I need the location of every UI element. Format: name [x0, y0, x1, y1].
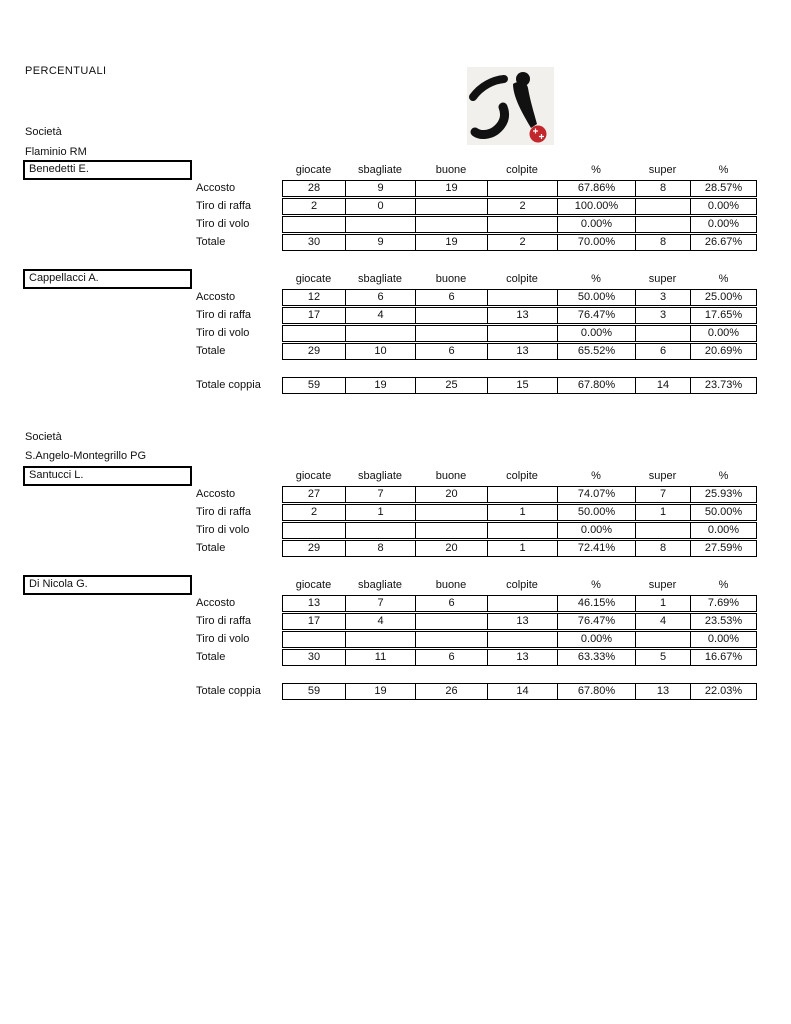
- cell-buone: 25: [415, 377, 487, 394]
- column-header-colpite: colpite: [506, 470, 538, 482]
- cell-super-percent: 25.93%: [690, 486, 757, 503]
- cell-super-percent: 7.69%: [690, 595, 757, 612]
- column-header-buone: buone: [435, 579, 467, 591]
- cell-percent: 67.80%: [557, 683, 635, 700]
- cell-buone: [415, 307, 487, 324]
- row-label: Tiro di raffa: [196, 615, 252, 627]
- cell-super: [635, 522, 690, 539]
- column-header-super-percent: %: [718, 579, 729, 591]
- row-label: Accosto: [196, 182, 236, 194]
- totale-coppia-block: [196, 683, 757, 701]
- table-header-row: [282, 271, 757, 288]
- cell-buone: 6: [415, 595, 487, 612]
- column-header-percent: %: [591, 470, 601, 482]
- stats-table: [196, 271, 757, 361]
- cell-sbagliate: [345, 216, 415, 233]
- cell-giocate: 12: [282, 289, 345, 306]
- player-block-cappellacci: [0, 269, 791, 361]
- table-header-row: [282, 577, 757, 594]
- player-name-box: Benedetti E.: [23, 160, 192, 180]
- column-header-super: super: [648, 579, 677, 591]
- cell-super: 4: [635, 613, 690, 630]
- column-header-giocate: giocate: [295, 164, 332, 176]
- table-row-tiro-di-volo: [196, 216, 757, 233]
- column-header-sbagliate: sbagliate: [357, 579, 403, 591]
- cell-colpite: [487, 325, 557, 342]
- cell-percent: 0.00%: [557, 522, 635, 539]
- column-header-super: super: [648, 164, 677, 176]
- cell-super: [635, 325, 690, 342]
- cell-colpite: 13: [487, 613, 557, 630]
- column-header-giocate: giocate: [295, 470, 332, 482]
- column-header-giocate: giocate: [295, 579, 332, 591]
- cell-buone: 20: [415, 540, 487, 557]
- cell-super: 8: [635, 234, 690, 251]
- row-label: Tiro di volo: [196, 218, 250, 230]
- cell-super-percent: 0.00%: [690, 631, 757, 648]
- cell-super: 13: [635, 683, 690, 700]
- cell-giocate: 59: [282, 377, 345, 394]
- cell-buone: 26: [415, 683, 487, 700]
- player-name-box: Santucci L.: [23, 466, 192, 486]
- table-row-tiro-di-raffa: [196, 198, 757, 215]
- cell-colpite: 13: [487, 343, 557, 360]
- cell-percent: 67.80%: [557, 377, 635, 394]
- column-header-percent: %: [591, 579, 601, 591]
- cell-super: 1: [635, 504, 690, 521]
- table-row-totale: [196, 234, 757, 251]
- cell-colpite: [487, 595, 557, 612]
- cell-sbagliate: 4: [345, 613, 415, 630]
- cell-colpite: 13: [487, 649, 557, 666]
- stats-table: [196, 577, 757, 667]
- cell-sbagliate: 11: [345, 649, 415, 666]
- cell-super-percent: 0.00%: [690, 216, 757, 233]
- cell-percent: 65.52%: [557, 343, 635, 360]
- cell-buone: [415, 631, 487, 648]
- cell-super-percent: 16.67%: [690, 649, 757, 666]
- player-name-box: Di Nicola G.: [23, 575, 192, 595]
- cell-super: 8: [635, 180, 690, 197]
- cell-giocate: 29: [282, 540, 345, 557]
- cell-colpite: [487, 486, 557, 503]
- cell-super-percent: 25.00%: [690, 289, 757, 306]
- cell-colpite: [487, 289, 557, 306]
- table-row-tiro-di-volo: [196, 325, 757, 342]
- cell-percent: 46.15%: [557, 595, 635, 612]
- cell-buone: [415, 325, 487, 342]
- row-label: Tiro di volo: [196, 633, 250, 645]
- column-header-super-percent: %: [718, 470, 729, 482]
- player-name-box: Cappellacci A.: [23, 269, 192, 289]
- table-row-accosto: [196, 486, 757, 503]
- cell-giocate: [282, 631, 345, 648]
- cell-sbagliate: 7: [345, 595, 415, 612]
- table-row-tiro-di-raffa: [196, 307, 757, 324]
- cell-percent: 0.00%: [557, 631, 635, 648]
- cell-super-percent: 26.67%: [690, 234, 757, 251]
- cell-buone: 19: [415, 234, 487, 251]
- table-row-tiro-di-volo: [196, 522, 757, 539]
- player-block-di-nicola: [0, 575, 791, 667]
- cell-buone: [415, 216, 487, 233]
- societa-label: Società: [25, 126, 62, 138]
- column-header-buone: buone: [435, 273, 467, 285]
- table-row-tiro-di-raffa: [196, 504, 757, 521]
- row-label: Tiro di volo: [196, 327, 250, 339]
- cell-buone: [415, 613, 487, 630]
- cell-super: [635, 216, 690, 233]
- column-header-super-percent: %: [718, 164, 729, 176]
- row-label: Totale: [196, 651, 226, 663]
- cell-colpite: [487, 522, 557, 539]
- cell-giocate: 13: [282, 595, 345, 612]
- cell-colpite: 2: [487, 234, 557, 251]
- table-header-row: [282, 468, 757, 485]
- cell-super: 1: [635, 595, 690, 612]
- row-label: Tiro di raffa: [196, 200, 252, 212]
- column-header-sbagliate: sbagliate: [357, 164, 403, 176]
- row-label: Tiro di volo: [196, 524, 250, 536]
- cell-giocate: 29: [282, 343, 345, 360]
- cell-super-percent: 0.00%: [690, 325, 757, 342]
- cell-colpite: 14: [487, 683, 557, 700]
- totale-coppia-row: [196, 683, 757, 700]
- cell-sbagliate: [345, 631, 415, 648]
- column-header-buone: buone: [435, 470, 467, 482]
- cell-super: 5: [635, 649, 690, 666]
- cell-super: 6: [635, 343, 690, 360]
- cell-percent: 74.07%: [557, 486, 635, 503]
- cell-super: 3: [635, 307, 690, 324]
- column-header-super-percent: %: [718, 273, 729, 285]
- player-block-benedetti: [0, 160, 791, 252]
- cell-giocate: 17: [282, 307, 345, 324]
- cell-buone: 6: [415, 289, 487, 306]
- column-header-super: super: [648, 470, 677, 482]
- table-row-accosto: [196, 180, 757, 197]
- cell-super-percent: 27.59%: [690, 540, 757, 557]
- column-header-percent: %: [591, 164, 601, 176]
- row-label: Accosto: [196, 488, 236, 500]
- cell-colpite: [487, 216, 557, 233]
- cell-buone: 20: [415, 486, 487, 503]
- cell-colpite: 13: [487, 307, 557, 324]
- red-bocce-ball: [530, 126, 547, 143]
- cell-super-percent: 28.57%: [690, 180, 757, 197]
- column-header-sbagliate: sbagliate: [357, 273, 403, 285]
- cell-percent: 0.00%: [557, 325, 635, 342]
- cell-sbagliate: 8: [345, 540, 415, 557]
- cell-buone: [415, 198, 487, 215]
- cell-percent: 76.47%: [557, 307, 635, 324]
- stats-table: [196, 162, 757, 252]
- cell-sbagliate: 7: [345, 486, 415, 503]
- cell-colpite: [487, 631, 557, 648]
- row-label: Totale: [196, 542, 226, 554]
- cell-sbagliate: [345, 325, 415, 342]
- row-label: Accosto: [196, 291, 236, 303]
- cell-super: 3: [635, 289, 690, 306]
- cell-colpite: 1: [487, 504, 557, 521]
- cell-super-percent: 20.69%: [690, 343, 757, 360]
- cell-sbagliate: 9: [345, 234, 415, 251]
- totale-coppia-block: [196, 377, 757, 395]
- column-header-percent: %: [591, 273, 601, 285]
- cell-super: [635, 631, 690, 648]
- player-block-santucci: [0, 466, 791, 558]
- cell-percent: 50.00%: [557, 289, 635, 306]
- cell-percent: 50.00%: [557, 504, 635, 521]
- cell-giocate: 27: [282, 486, 345, 503]
- cell-giocate: 2: [282, 198, 345, 215]
- cell-super-percent: 23.53%: [690, 613, 757, 630]
- cell-sbagliate: 19: [345, 683, 415, 700]
- cell-super: 8: [635, 540, 690, 557]
- cell-giocate: [282, 522, 345, 539]
- cell-colpite: 15: [487, 377, 557, 394]
- column-header-colpite: colpite: [506, 164, 538, 176]
- cell-percent: 70.00%: [557, 234, 635, 251]
- cell-percent: 76.47%: [557, 613, 635, 630]
- cell-super-percent: 0.00%: [690, 522, 757, 539]
- column-header-colpite: colpite: [506, 273, 538, 285]
- cell-buone: 6: [415, 649, 487, 666]
- cell-super-percent: 17.65%: [690, 307, 757, 324]
- cell-sbagliate: [345, 522, 415, 539]
- cell-colpite: 2: [487, 198, 557, 215]
- column-header-buone: buone: [435, 164, 467, 176]
- societa-label: Società: [25, 431, 62, 443]
- page-title: PERCENTUALI: [25, 65, 107, 77]
- totale-coppia-row: [196, 377, 757, 394]
- cell-super: 7: [635, 486, 690, 503]
- column-header-sbagliate: sbagliate: [357, 470, 403, 482]
- cell-super: 14: [635, 377, 690, 394]
- cell-buone: [415, 504, 487, 521]
- stats-table: [196, 468, 757, 558]
- cell-percent: 72.41%: [557, 540, 635, 557]
- table-header-row: [282, 162, 757, 179]
- cell-giocate: [282, 216, 345, 233]
- cell-super: [635, 198, 690, 215]
- cell-sbagliate: 4: [345, 307, 415, 324]
- cell-giocate: 30: [282, 649, 345, 666]
- table-row-totale: [196, 649, 757, 666]
- cell-sbagliate: 9: [345, 180, 415, 197]
- cell-sbagliate: 10: [345, 343, 415, 360]
- column-header-colpite: colpite: [506, 579, 538, 591]
- cell-giocate: [282, 325, 345, 342]
- cell-giocate: 59: [282, 683, 345, 700]
- cell-sbagliate: 19: [345, 377, 415, 394]
- cell-sbagliate: 6: [345, 289, 415, 306]
- cell-buone: 6: [415, 343, 487, 360]
- table-row-accosto: [196, 289, 757, 306]
- row-label: Totale: [196, 345, 226, 357]
- cell-buone: 19: [415, 180, 487, 197]
- cell-sbagliate: 0: [345, 198, 415, 215]
- row-label: Accosto: [196, 597, 236, 609]
- cell-super-percent: 23.73%: [690, 377, 757, 394]
- cell-percent: 67.86%: [557, 180, 635, 197]
- row-label: Totale coppia: [196, 379, 261, 391]
- cell-colpite: [487, 180, 557, 197]
- societa-name: S.Angelo-Montegrillo PG: [25, 450, 147, 462]
- table-row-tiro-di-raffa: [196, 613, 757, 630]
- row-label: Totale: [196, 236, 226, 248]
- column-header-giocate: giocate: [295, 273, 332, 285]
- table-row-tiro-di-volo: [196, 631, 757, 648]
- cell-giocate: 2: [282, 504, 345, 521]
- cell-percent: 63.33%: [557, 649, 635, 666]
- cell-percent: 100.00%: [557, 198, 635, 215]
- cell-percent: 0.00%: [557, 216, 635, 233]
- column-header-super: super: [648, 273, 677, 285]
- cell-colpite: 1: [487, 540, 557, 557]
- table-row-accosto: [196, 595, 757, 612]
- cell-super-percent: 0.00%: [690, 198, 757, 215]
- cell-giocate: 28: [282, 180, 345, 197]
- cell-super-percent: 50.00%: [690, 504, 757, 521]
- cell-buone: [415, 522, 487, 539]
- row-label: Tiro di raffa: [196, 506, 252, 518]
- cell-giocate: 17: [282, 613, 345, 630]
- cell-sbagliate: 1: [345, 504, 415, 521]
- row-label: Totale coppia: [196, 685, 261, 697]
- bocce-player-logo-icon: [467, 67, 554, 145]
- cell-super-percent: 22.03%: [690, 683, 757, 700]
- table-row-totale: [196, 540, 757, 557]
- table-row-totale: [196, 343, 757, 360]
- societa-name: Flaminio RM: [25, 146, 87, 158]
- row-label: Tiro di raffa: [196, 309, 252, 321]
- cell-giocate: 30: [282, 234, 345, 251]
